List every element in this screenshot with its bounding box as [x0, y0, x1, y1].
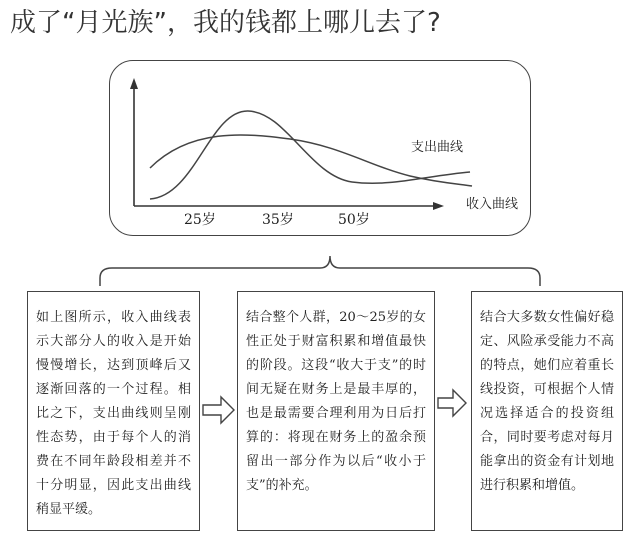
- age-tick-35: 35岁: [262, 212, 294, 228]
- box-text: 结合整个人群，20～25岁的女性正处于财富积累和增值最快的阶段。这段“收大于支”的时间无疑在财务上是最丰厚的，也是最需要合理利用为日后打算的：将现在财务上的盈余预留出一部分作为以后“收小于支”的补充。: [246, 310, 426, 493]
- arrow-right-icon: [438, 390, 466, 416]
- explanation-box-investment: [471, 291, 623, 531]
- box-text: 结合大多数女性偏好稳定、风险承受能力不高的特点，她们应着重长线投资，可根据个人情况选择适合的投资组合，同时要考虑对每月能拿出的资金有计划地进行积累和增值。: [480, 310, 614, 493]
- graph-axes: [134, 84, 438, 206]
- explanation-box-income-expense: [27, 291, 200, 531]
- grouping-brace: [100, 256, 540, 286]
- y-axis-arrow-icon: [130, 78, 138, 89]
- arrow-right-icon: [203, 397, 234, 423]
- x-axis-arrow-icon: [433, 202, 444, 210]
- page-title: 成了“月光族”，我的钱都上哪儿去了?: [10, 8, 441, 38]
- income-curve-label: 收入曲线: [466, 197, 519, 212]
- explanation-box-accumulation: [237, 291, 435, 531]
- box-text: 如上图所示，收入曲线表示大部分人的收入是开始慢慢增长，达到顶峰后又逐渐回落的一个过程。相比之下，支出曲线则呈刚性态势，由于每个人的消费在不同年龄段相差并不十分明显，因此支出曲线稍显平缓。: [36, 310, 191, 517]
- age-tick-50: 50岁: [338, 212, 370, 228]
- expense-curve-label: 支出曲线: [411, 140, 464, 155]
- age-tick-25: 25岁: [184, 212, 216, 228]
